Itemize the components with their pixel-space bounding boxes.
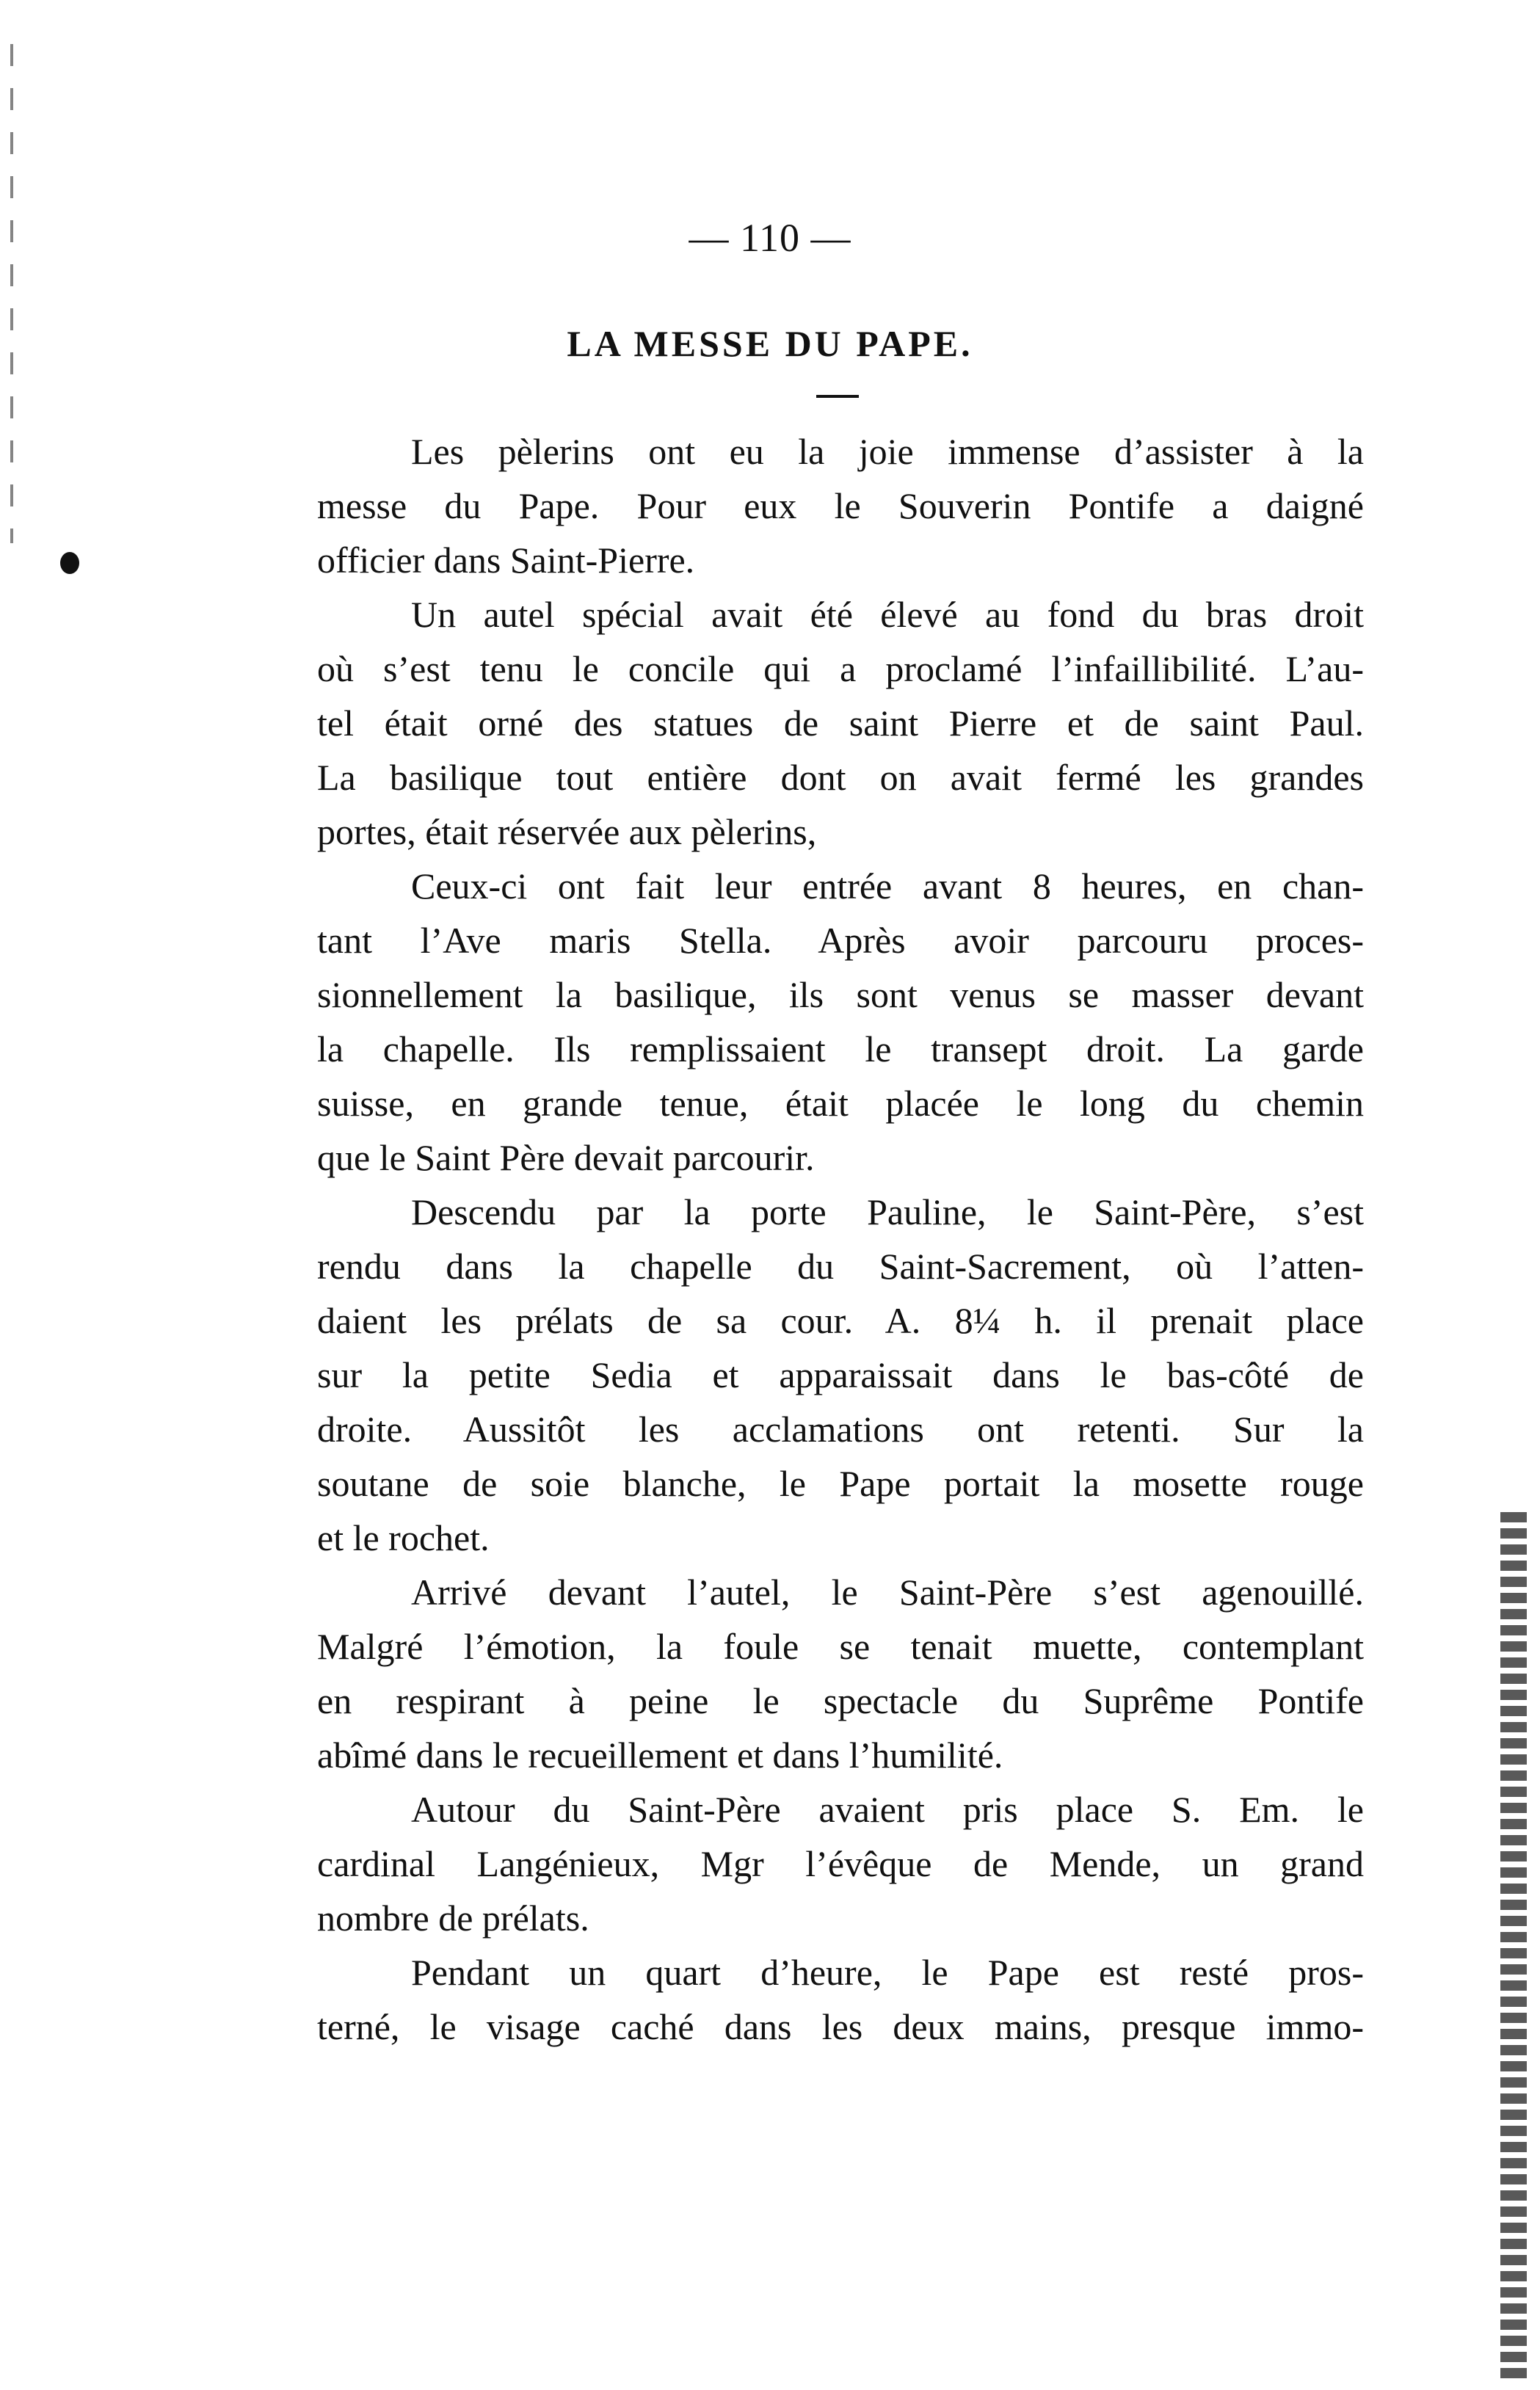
text-line: daient les prélats de sa cour. A. 8¼ h. il prenait place [317, 1300, 1364, 1341]
text-line: la chapelle. Ils remplissaient le transept droit. La garde [317, 1028, 1364, 1069]
text-line: en respirant à peine le spectacle du Suprême Pontife [317, 1680, 1364, 1721]
text-line: cardinal Langénieux, Mgr l’évêque de Mende, un grand [317, 1843, 1364, 1884]
text-line: Malgré l’émotion, la foule se tenait muette, contemplant [317, 1626, 1364, 1667]
text-line: Autour du Saint-Père avaient pris place S. Em. le [411, 1789, 1364, 1830]
text-line: rendu dans la chapelle du Saint-Sacrement, où l’atten- [317, 1246, 1364, 1287]
text-line: Un autel spécial avait été élevé au fond du bras droit [411, 594, 1364, 635]
text-line: Arrivé devant l’autel, le Saint-Père s’est agenouillé. [411, 1572, 1364, 1613]
text-line: Les pèlerins ont eu la joie immense d’assister à la [411, 431, 1364, 472]
page-number: — 110 — [689, 216, 851, 260]
binding-edge-shadow [1500, 1512, 1527, 2378]
ink-blot-mark [60, 552, 79, 574]
paragraph [317, 587, 1364, 859]
text-line: sionnellement la basilique, ils sont venus se masser devant [317, 974, 1364, 1015]
margin-scan-mark [10, 44, 13, 543]
text-line: portes, était réservée aux pèlerins, [317, 811, 817, 852]
paragraph [317, 1565, 1364, 1782]
text-line: tel était orné des statues de saint Pierre et de saint Paul. [317, 702, 1364, 744]
text-line: droite. Aussitôt les acclamations ont retenti. Sur la [317, 1409, 1364, 1450]
text-line: messe du Pape. Pour eux le Souverin Pontife a daigné [317, 485, 1364, 526]
paragraph [317, 1782, 1364, 1945]
text-line: Pendant un quart d’heure, le Pape est resté pros- [411, 1952, 1364, 1993]
text-line: nombre de prélats. [317, 1897, 589, 1939]
title-rule [816, 395, 859, 398]
body-text [317, 424, 1364, 2054]
text-line: tant l’Ave maris Stella. Après avoir parcouru proces- [317, 920, 1364, 961]
paragraph [317, 424, 1364, 587]
text-line: et le rochet. [317, 1517, 490, 1558]
text-line: suisse, en grande tenue, était placée le long du chemin [317, 1083, 1364, 1124]
text-line: La basilique tout entière dont on avait fermé les grandes [317, 757, 1364, 798]
paragraph [317, 859, 1364, 1185]
text-line: soutane de soie blanche, le Pape portait la mosette rouge [317, 1463, 1364, 1504]
text-line: terné, le visage caché dans les deux mains, presque immo- [317, 2006, 1364, 2047]
text-line: sur la petite Sedia et apparaissait dans le bas-côté de [317, 1354, 1364, 1395]
text-line: où s’est tenu le concile qui a proclamé l’infaillibilité. L’au- [317, 648, 1364, 689]
text-line: que le Saint Père devait parcourir. [317, 1137, 815, 1178]
text-line: Descendu par la porte Pauline, le Saint-Père, s’est [411, 1191, 1364, 1232]
text-line: officier dans Saint-Pierre. [317, 540, 695, 581]
text-line: Ceux-ci ont fait leur entrée avant 8 heures, en chan- [411, 865, 1364, 907]
text-line: abîmé dans le recueillement et dans l’humilité. [317, 1735, 1003, 1776]
paragraph [317, 1185, 1364, 1565]
chapter-title: LA MESSE DU PAPE. [567, 323, 973, 364]
paragraph [317, 1945, 1364, 2054]
